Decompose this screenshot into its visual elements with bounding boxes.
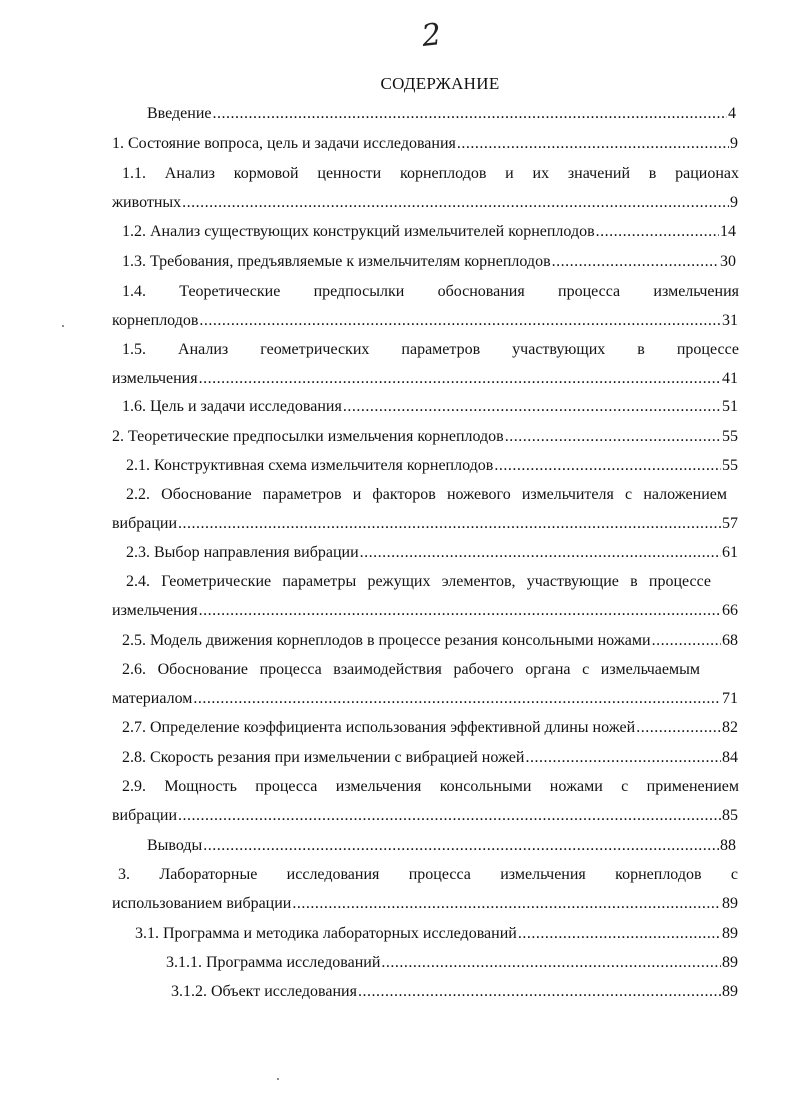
toc-entry-text: корнеплодов [112,312,199,329]
toc-entry-page: 9 [730,135,738,152]
toc-entry-page: 57 [722,515,738,532]
toc-entry [112,894,738,914]
toc-entry-page: 30 [720,253,736,270]
toc-entry-text: Введение [147,105,212,122]
toc-entry-text: 3.1. Программа и методика лабораторных исследований [135,925,517,942]
toc-entry-text: измельчения [112,370,198,387]
toc-entry-line1: 1.5. Анализ геометрических параметров участвующих в процессе [122,341,739,358]
toc-entry [112,601,738,621]
toc-entry-page: 89 [722,895,738,912]
toc-entry [126,456,738,476]
toc-entry-page: 9 [730,194,738,211]
scan-speck [277,1078,279,1080]
dot-leader [193,689,721,709]
dot-leader [652,631,721,651]
toc-entry-page: 89 [722,983,738,1000]
toc-entry [122,252,736,272]
dot-leader [636,718,721,738]
toc-entry-line1: 2.2. Обоснование параметров и факторов ножевого измельчителя с наложением [126,486,727,503]
toc-entry [112,369,738,389]
dot-leader [358,982,721,1002]
dot-leader [525,748,721,768]
toc-entry [112,311,738,331]
toc-entry-text: 3.1.1. Программа исследований [166,954,381,971]
toc-entry-text: использованием вибрации [112,895,292,912]
toc-entry [122,397,738,417]
toc-entry [147,104,736,124]
toc-entry [122,748,738,768]
toc-entry-text: животных [112,194,182,211]
toc-entry [147,836,736,856]
toc-entry-text: Выводы [147,837,203,854]
toc-entry-text: измельчения [112,602,198,619]
toc-entry-line1: 3. Лабораторные исследования процесса измельчения корнеплодов с [118,866,738,883]
toc-entry-line1: 2.4. Геометрические параметры режущих элементов, участвующие в процессе [126,573,711,590]
dot-leader [596,222,719,242]
dot-leader [494,456,721,476]
toc-entry-page: 88 [720,837,736,854]
dot-leader [457,134,729,154]
toc-entry-page: 71 [722,690,738,707]
toc-entry-text: 2.1. Конструктивная схема измельчителя корнеплодов [126,457,494,474]
toc-entry [112,514,738,534]
toc-entry-text: 2. Теоретические предпосылки измельчения корнеплодов [112,428,504,445]
toc-entry [112,134,738,154]
toc-entry-page: 61 [722,544,738,561]
toc-entry-page: 84 [722,749,738,766]
dot-leader [178,514,721,534]
toc-entry-page: 66 [722,602,738,619]
toc-entry-text: вибрации [112,515,178,532]
toc-entry [135,924,738,944]
toc-entry [112,689,738,709]
toc-entry-page: 85 [722,807,738,824]
toc-entry-text: 3.1.2. Объект исследования [171,983,357,1000]
toc-entry-page: 89 [722,925,738,942]
toc-entry-text: 2.8. Скорость резания при измельчении с вибрацией ножей [122,749,525,766]
toc-entry [112,806,738,826]
toc-entry-text: 2.3. Выбор направления вибрации [126,544,359,561]
dot-leader [182,193,729,213]
toc-entry [126,543,738,563]
page-title: СОДЕРЖАНИЕ [380,74,500,93]
toc-entry-text: 1. Состояние вопроса, цель и задачи исследования [112,135,456,152]
scan-speck [62,325,64,327]
toc-entry-line1: 1.4. Теоретические предпосылки обоснования процесса измельчения [122,283,739,300]
toc-entry-page: 68 [722,632,738,649]
toc-entry-line1: 2.9. Мощность процесса измельчения консольными ножами с применением [122,778,739,795]
dot-leader [203,836,719,856]
toc-entry [112,193,738,213]
toc-entry-page: 51 [722,398,738,415]
toc-entry [122,631,738,651]
toc-entry-text: вибрации [112,807,178,824]
toc-entry-page: 41 [722,370,738,387]
toc-entry-text: материалом [112,690,193,707]
toc-entry-text: 2.5. Модель движения корнеплодов в процессе резания консольными ножами [122,632,651,649]
toc-entry [171,982,738,1002]
toc-entry-page: 55 [722,428,738,445]
toc-entry-text: 1.3. Требования, предъявляемые к измельчителям корнеплодов [122,253,551,270]
toc-entry-page: 55 [722,457,738,474]
toc-entry-line1: 1.1. Анализ кормовой ценности корнеплодов и их значений в рационах [122,165,739,182]
toc-entry-text: 1.2. Анализ существующих конструкций измельчителей корнеплодов [122,223,595,240]
toc-entry-text: 1.6. Цель и задачи исследования [122,398,342,415]
dot-leader [505,427,721,447]
toc-entry-page: 14 [720,223,736,240]
toc-entry-page: 4 [728,105,736,122]
handwritten-page-number: 2 [420,17,443,54]
dot-leader [213,104,728,124]
toc-entry-line1: 2.6. Обоснование процесса взаимодействия рабочего органа с измельчаемым [122,661,700,678]
dot-leader [199,311,721,331]
dot-leader [343,397,721,417]
toc-entry-text: 2.7. Определение коэффициента использования эффективной длины ножей [122,719,636,736]
dot-leader [552,252,719,272]
dot-leader [178,806,721,826]
toc-entry [122,718,738,738]
toc-entry-page: 82 [722,719,738,736]
toc-entry-page: 31 [722,312,738,329]
toc-entry [122,222,736,242]
dot-leader [518,924,721,944]
toc-entry [166,953,738,973]
dot-leader [360,543,721,563]
dot-leader [381,953,721,973]
toc-entry [112,427,738,447]
dot-leader [199,369,721,389]
dot-leader [199,601,721,621]
dot-leader [292,894,721,914]
toc-entry-page: 89 [722,954,738,971]
